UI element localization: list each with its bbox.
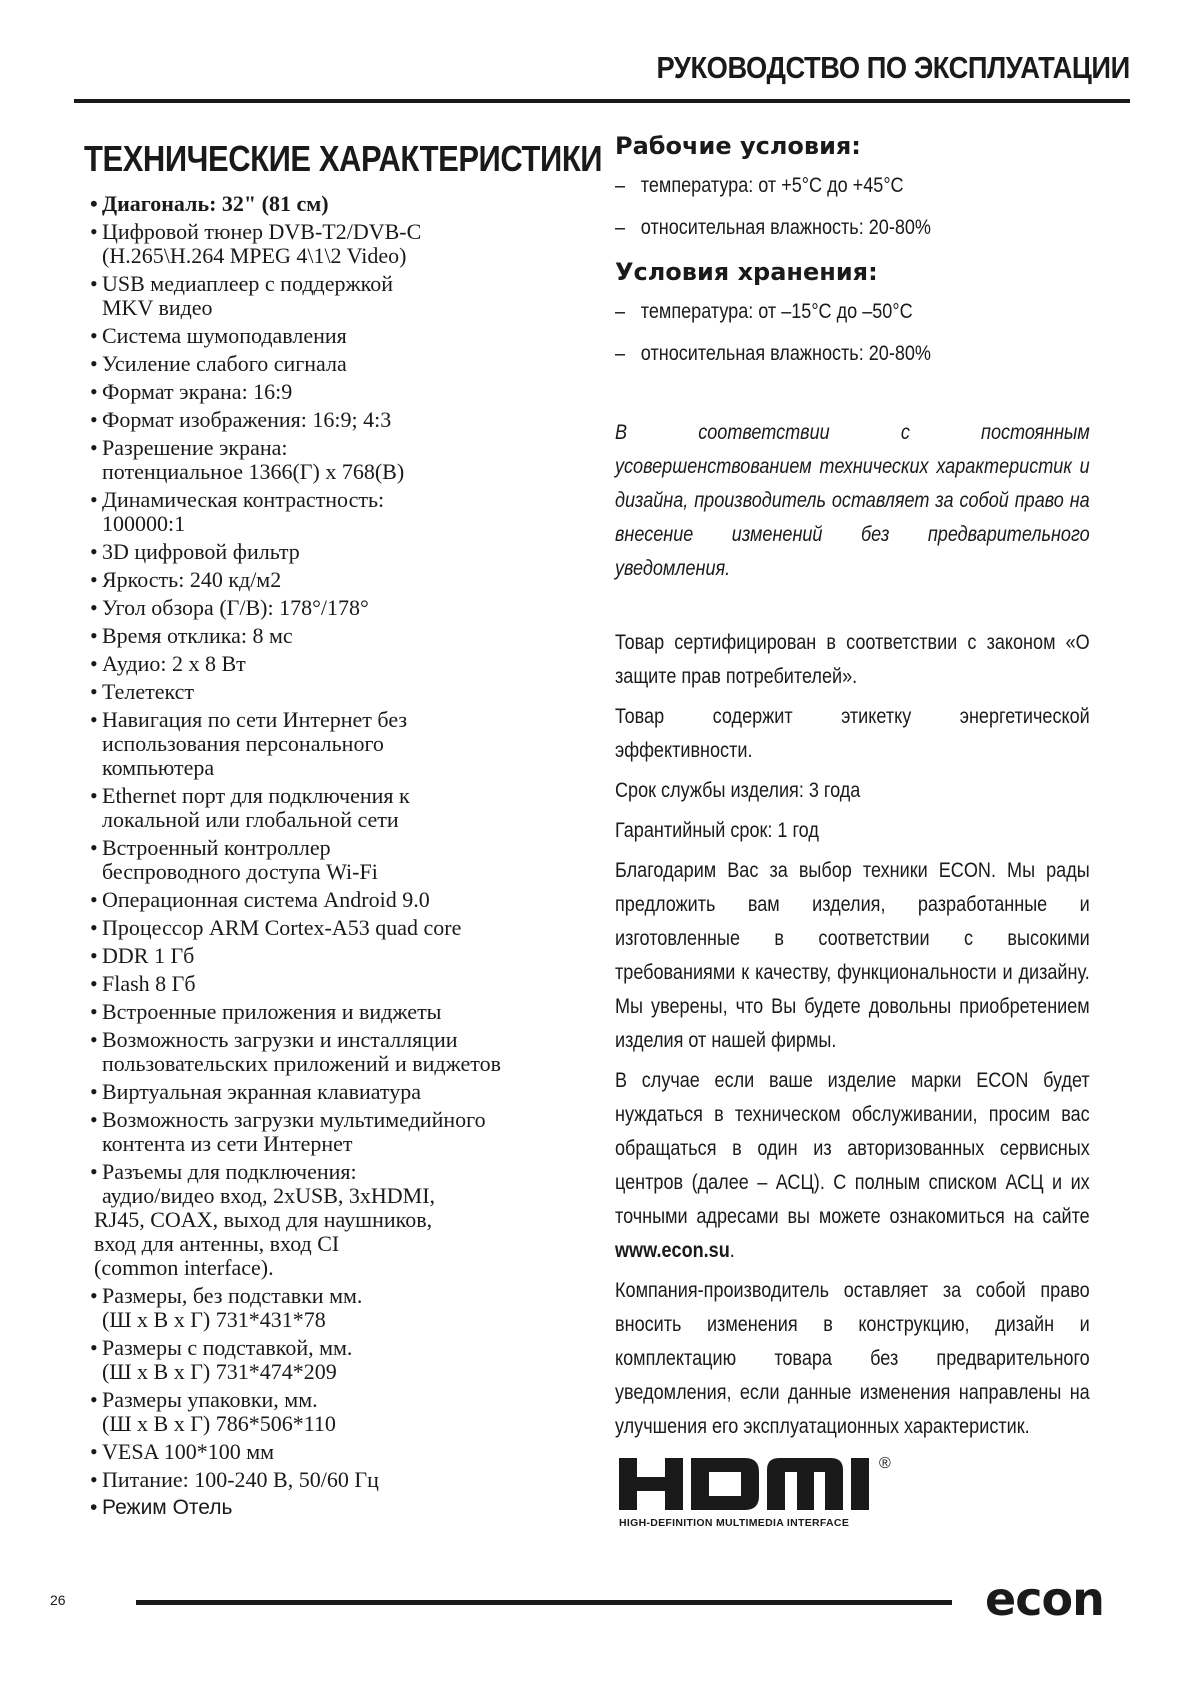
spec-item: • Виртуальная экранная клавиатура [90, 1080, 584, 1104]
spec-item: • Усиление слабого сигнала [90, 352, 584, 376]
service-paragraph: В случае если ваше изделие марки ECON будет нуждаться в техническом обслуживании, просим вас обращаться в один из авторизованных сервисных центров (далее – АСЦ). С полным списком АСЦ и их точными адресами вы можете ознакомиться на сайте www.econ.su. [615, 1069, 1090, 1262]
header-divider [74, 99, 1130, 103]
spec-item: • Режим Отель [90, 1496, 584, 1520]
list-item: – относительная влажность: 20-80% [615, 342, 931, 365]
spec-item: • Размеры с подставкой, мм. (Ш х В х Г) 731*474*209 [90, 1336, 584, 1384]
spec-item: • Диагональ: 32" (81 см) [90, 192, 584, 216]
spec-item: • Аудио: 2 х 8 Вт [90, 652, 584, 676]
spec-item: • DDR 1 Гб [90, 944, 584, 968]
spec-item: • Возможность загрузки мультимедийного контента из сети Интернет [90, 1108, 584, 1156]
spec-item: • Встроенный контроллер беспроводного доступа Wi-Fi [90, 836, 584, 884]
spec-item: • USB медиаплеер с поддержкой MKV видео [90, 272, 584, 320]
spec-item: • Угол обзора (Г/В): 178°/178° [90, 596, 584, 620]
spec-item: • Размеры, без подставки мм. (Ш х В х Г) 731*431*78 [90, 1284, 584, 1332]
spec-item: • Динамическая контрастность: 100000:1 [90, 488, 584, 536]
storage-conditions-heading: Условия хранения: [615, 258, 878, 286]
spec-item: • Разрешение экрана: потенциальное 1366(Г) x 768(В) [90, 436, 584, 484]
list-item: – относительная влажность: 20-80% [615, 216, 931, 239]
spec-item: • Формат экрана: 16:9 [90, 380, 584, 404]
spec-item: • Возможность загрузки и инсталляции пользовательских приложений и виджетов [90, 1028, 584, 1076]
spec-item: • Процессор ARM Cortex-A53 quad core [90, 916, 584, 940]
spec-item: • Встроенные приложения и виджеты [90, 1000, 584, 1024]
svg-text:®: ® [879, 1455, 891, 1472]
spec-item: • VESA 100*100 мм [90, 1440, 584, 1464]
service-life-paragraph: Срок службы изделия: 3 года [615, 779, 861, 802]
spec-item: • 3D цифровой фильтр [90, 540, 584, 564]
website-link[interactable]: www.econ.su [615, 1239, 730, 1262]
svg-text:econ: econ [985, 1577, 1104, 1621]
spec-item: • Яркость: 240 кд/м2 [90, 568, 584, 592]
spec-item: • Размеры упаковки, мм. (Ш х В х Г) 786*506*110 [90, 1388, 584, 1436]
improvement-notice: В соответствии с постоянным усовершенствованием технических характеристик и дизайна, производитель оставляет за собой право на внесение изменений без предварительного уведомления. [615, 421, 1090, 580]
thanks-paragraph: Благодарим Вас за выбор техники ECON. Мы рады предложить вам изделия, разработанные и изготовленные в соответствии с высокими требованиями к качеству, функциональности и дизайну. Мы уверены, что Вы будете довольны приобретением изделия от нашей фирмы. [615, 859, 1090, 1052]
manufacturer-rights-paragraph: Компания-производитель оставляет за собой право вносить изменения в конструкцию, дизайн и комплектацию товара без предварительного уведомления, если данные изменения направлены на улучшения его эксплуатационных характеристик. [615, 1279, 1090, 1438]
storage-conditions-list [615, 300, 1090, 366]
spec-item: • Питание: 100-240 В, 50/60 Гц [90, 1468, 584, 1492]
warranty-paragraph: Гарантийный срок: 1 год [615, 819, 819, 842]
specifications-list [84, 192, 584, 1520]
list-item: – температура: от +5°С до +45°С [615, 174, 904, 197]
hdmi-tagline: HIGH-DEFINITION MULTIMEDIA INTERFACE [619, 1517, 850, 1529]
spec-item: • Цифровой тюнер DVB-T2/DVB-C (H.265\H.264 MPEG 4\1\2 Video) [90, 220, 584, 268]
spec-item: • Flash 8 Гб [90, 972, 584, 996]
energy-label-paragraph: Товар содержит этикетку энергетической эффективности. [615, 705, 1090, 762]
working-conditions-list [615, 174, 1090, 240]
list-item: – температура: от –15°С до –50°С [615, 300, 913, 323]
footer-divider [136, 1600, 952, 1605]
spec-item: • Время отклика: 8 мс [90, 624, 584, 648]
specifications-heading: ТЕХНИЧЕСКИЕ ХАРАКТЕРИСТИКИ [84, 138, 603, 179]
spec-item: • Навигация по сети Интернет без использования персонального компьютера [90, 708, 584, 780]
document-title: РУКОВОДСТВО ПО ЭКСПЛУАТАЦИИ [656, 50, 1130, 85]
spec-item: • Телетекст [90, 680, 584, 704]
spec-item: • Разъемы для подключения: аудио/видео вход, 2xUSB, 3xHDMI, RJ45, COAX, выход для наушников, вход для антенны, вход CI (common interface). [90, 1160, 584, 1280]
conditions-section [615, 132, 1090, 1450]
spec-item: • Ethernet порт для подключения к локальной или глобальной сети [90, 784, 584, 832]
page-number: 26 [50, 1592, 66, 1608]
spec-item: • Операционная система Android 9.0 [90, 888, 584, 912]
spec-item: • Формат изображения: 16:9; 4:3 [90, 408, 584, 432]
working-conditions-heading: Рабочие условия: [615, 132, 861, 160]
specifications-section [84, 138, 603, 1524]
certification-paragraph: Товар сертифицирован в соответствии с законом «О защите прав потребителей». [615, 631, 1090, 688]
econ-logo [985, 1577, 1110, 1621]
spec-item: • Система шумоподавления [90, 324, 584, 348]
